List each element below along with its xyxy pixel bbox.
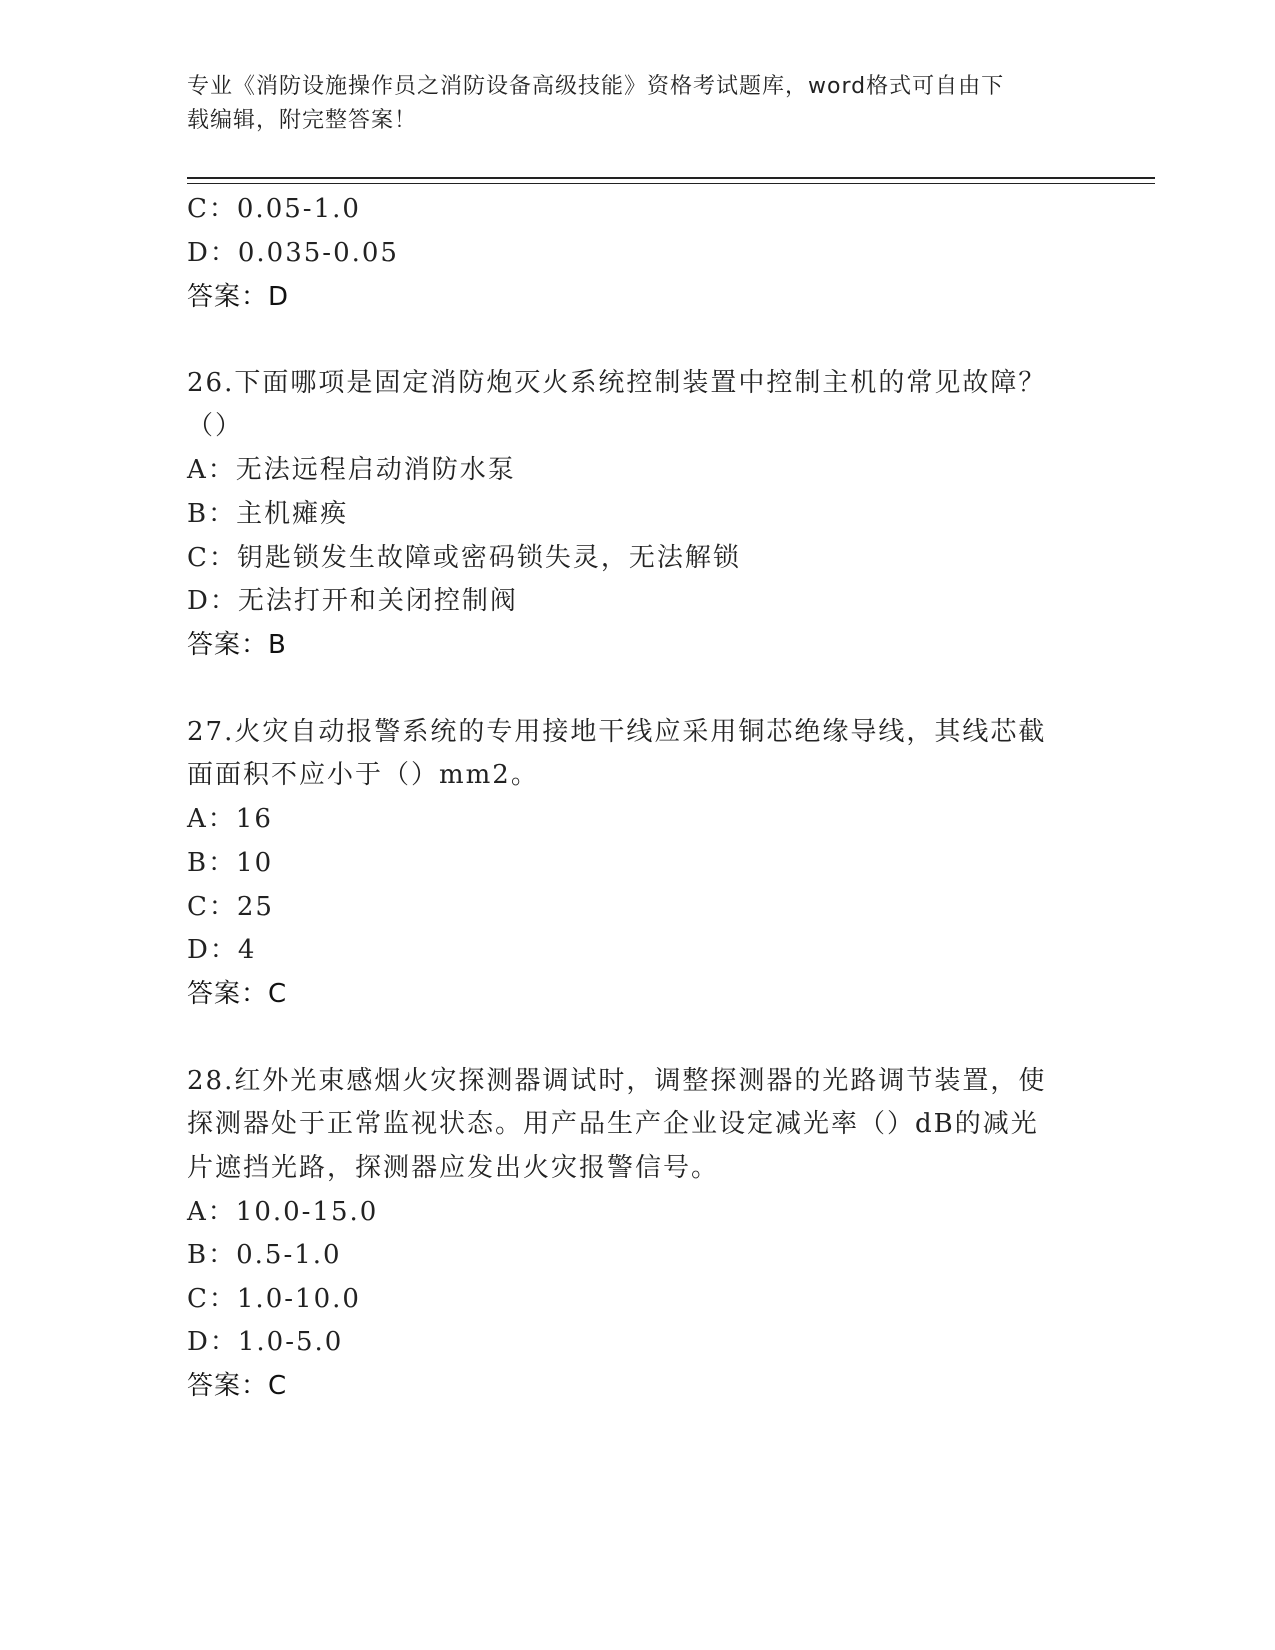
header-divider-thin (187, 183, 1155, 184)
q26-option-c: C：钥匙锁发生故障或密码锁失灵，无法解锁 (187, 543, 741, 573)
q27-stem-line-2: 面面积不应小于（）mm2。 (187, 760, 539, 790)
header-line-2: 载编辑，附完整答案！ (187, 108, 418, 133)
q28-stem-line-3: 片遮挡光路，探测器应发出火灾报警信号。 (187, 1153, 720, 1183)
q26-option-b: B：主机瘫痪 (187, 499, 349, 529)
q26-stem-line-2: （） (187, 411, 244, 441)
prev-option-c: C：0.05-1.0 (187, 194, 361, 224)
q28-stem-line-2: 探测器处于正常监视状态。用产品生产企业设定减光率（）dB的减光 (187, 1109, 1039, 1139)
q27-answer: 答案：C (187, 979, 288, 1009)
prev-option-d: D：0.035-0.05 (187, 238, 399, 268)
q26-option-a: A：无法远程启动消防水泵 (187, 455, 516, 485)
q28-option-d: D：1.0-5.0 (187, 1327, 344, 1357)
q28-option-b: B：0.5-1.0 (187, 1240, 342, 1270)
q28-option-a: A：10.0-15.0 (187, 1197, 379, 1227)
q28-answer: 答案：C (187, 1371, 288, 1401)
prev-answer: 答案：D (187, 282, 290, 312)
q27-stem-line-1: 27.火灾自动报警系统的专用接地干线应采用铜芯绝缘导线，其线芯截 (187, 717, 1047, 747)
q26-answer: 答案：B (187, 630, 287, 660)
q27-option-a: A：16 (187, 804, 273, 834)
q27-option-d: D：4 (187, 935, 257, 965)
q27-option-b: B：10 (187, 848, 274, 878)
q26-option-d: D：无法打开和关闭控制阀 (187, 586, 518, 616)
header-line-1: 专业《消防设施操作员之消防设备高级技能》资格考试题库，word格式可自由下 (187, 74, 1005, 99)
q28-option-c: C：1.0-10.0 (187, 1284, 361, 1314)
q26-stem-line-1: 26.下面哪项是固定消防炮灭火系统控制装置中控制主机的常见故障？ (187, 368, 1047, 398)
q28-stem-line-1: 28.红外光束感烟火灾探测器调试时，调整探测器的光路调节装置，使 (187, 1066, 1047, 1096)
q27-option-c: C：25 (187, 892, 274, 922)
header-divider-thick (187, 177, 1155, 179)
document-header (187, 70, 1067, 138)
